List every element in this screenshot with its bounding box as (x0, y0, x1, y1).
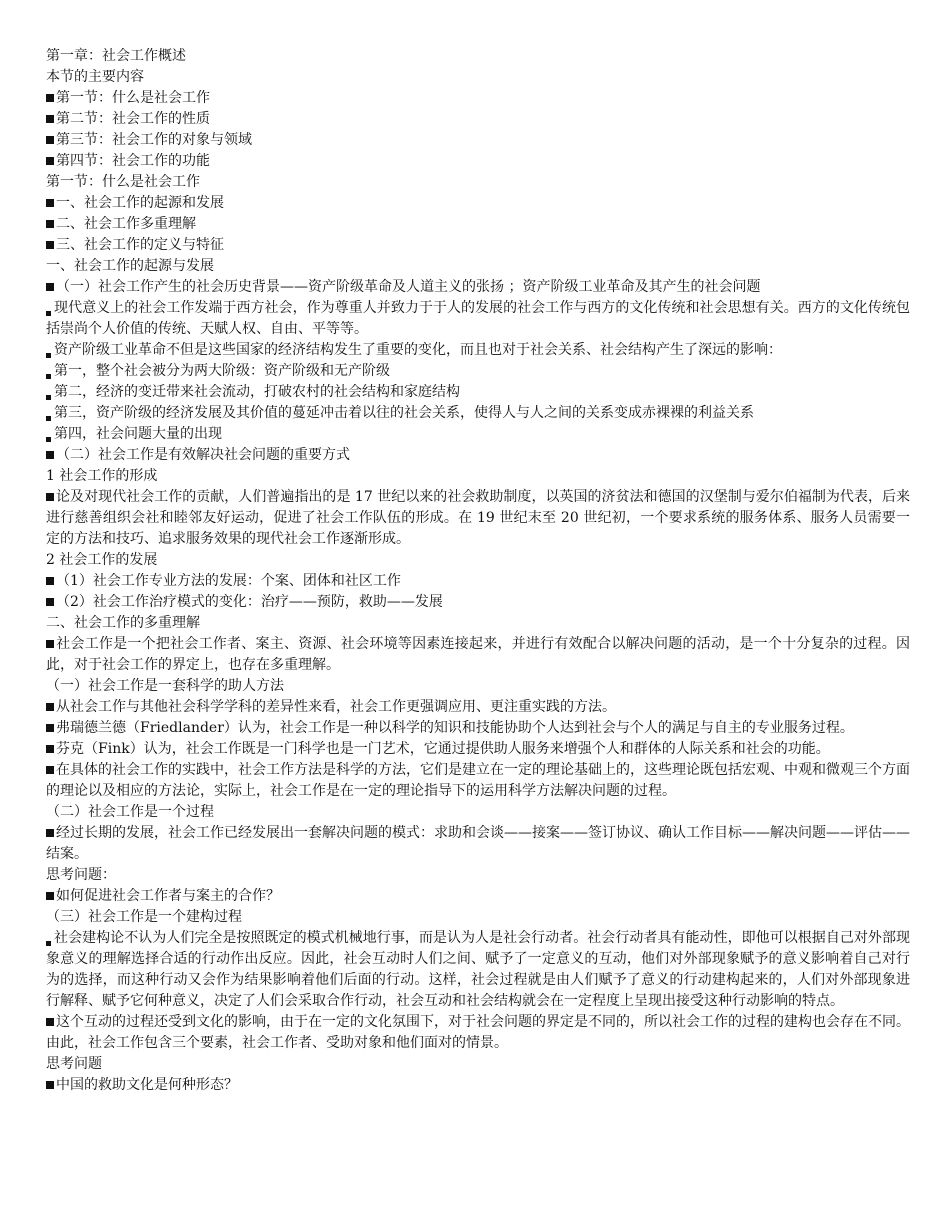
bullet-marker-icon (46, 745, 54, 753)
line-text: 思考问题 (46, 1056, 102, 1072)
bullet-marker-icon (46, 1018, 54, 1026)
bullet-item (46, 277, 910, 298)
line-text: （二）社会工作是有效解决社会问题的重要方式 (56, 447, 350, 463)
line-text: 弗瑞德兰德（Friedlander）认为，社会工作是一种以科学的知识和技能协助个人达到社会与个人的满足与自主的专业服务过程。 (56, 720, 854, 736)
bullet-item (46, 739, 910, 760)
bullet-marker-icon (46, 416, 51, 421)
bullet-marker-icon (46, 724, 54, 732)
bullet-item (46, 823, 910, 865)
bullet-item (46, 130, 910, 151)
line-text: 第四节：社会工作的功能 (56, 153, 210, 169)
bullet-item (46, 424, 910, 445)
bullet-marker-icon (46, 829, 54, 837)
bullet-marker-icon (46, 892, 54, 900)
line-text: 芬克（Fink）认为，社会工作既是一门科学也是一门艺术，它通过提供助人服务来增强个人和群体的人际关系和社会的功能。 (56, 741, 830, 757)
bullet-item (46, 403, 910, 424)
line-text: （一）社会工作产生的社会历史背景——资产阶级革命及人道主义的张扬 ；资产阶级工业革命及其产生的社会问题 (56, 279, 761, 295)
line-text: （2）社会工作治疗模式的变化：治疗——预防，救助——发展 (56, 594, 443, 610)
bullet-marker-icon (46, 94, 54, 102)
line-text: 本节的主要内容 (46, 69, 144, 85)
bullet-marker-icon (46, 451, 54, 459)
bullet-item (46, 340, 910, 361)
bullet-marker-icon (46, 283, 54, 291)
line-text: 第二，经济的变迁带来社会流动，打破农村的社会结构和家庭结构 (54, 384, 460, 400)
line-text: 这个互动的过程还受到文化的影响，由于在一定的文化氛围下，对于社会问题的界定是不同的，所以社会工作的过程的建构也会存在不同。由此，社会工作包含三个要素，社会工作者、受助对象和他们面对的情景。 (46, 1014, 910, 1051)
text-line (46, 676, 910, 697)
bullet-item (46, 1012, 910, 1054)
bullet-item (46, 697, 910, 718)
line-text: （二）社会工作是一个过程 (46, 804, 214, 820)
line-text: 思考问题： (46, 867, 116, 883)
line-text: 第一节：什么是社会工作 (56, 90, 210, 106)
bullet-item (46, 214, 910, 235)
bullet-marker-icon (46, 577, 54, 585)
line-text: 二、社会工作的多重理解 (46, 615, 200, 631)
text-line (46, 466, 910, 487)
line-text: 第一，整个社会被分为两大阶级：资产阶级和无产阶级 (54, 363, 390, 379)
bullet-marker-icon (46, 766, 54, 774)
line-text: 一、社会工作的起源与发展 (46, 258, 214, 274)
bullet-marker-icon (46, 598, 54, 606)
bullet-item (46, 151, 910, 172)
line-text: 资产阶级工业革命不但是这些国家的经济结构发生了重要的变化，而且也对于社会关系、社会结构产生了深远的影响： (54, 342, 782, 358)
bullet-marker-icon (46, 115, 54, 123)
line-text: 现代意义上的社会工作发端于西方社会，作为尊重人并致力于于人的发展的社会工作与西方的文化传统和社会思想有关。西方的文化传统包括崇尚个人价值的传统、天赋人权、自由、平等等。 (46, 300, 910, 337)
document-body (46, 46, 910, 1096)
bullet-item (46, 718, 910, 739)
bullet-item (46, 193, 910, 214)
bullet-item (46, 760, 910, 802)
text-line (46, 550, 910, 571)
bullet-item (46, 886, 910, 907)
line-text: 1 社会工作的形成 (46, 468, 158, 484)
bullet-item (46, 361, 910, 382)
bullet-marker-icon (46, 703, 54, 711)
bullet-marker-icon (46, 941, 51, 946)
bullet-marker-icon (46, 437, 51, 442)
bullet-item (46, 235, 910, 256)
bullet-marker-icon (46, 1081, 54, 1089)
line-text: 第三，资产阶级的经济发展及其价值的蔓延冲击着以往的社会关系，使得人与人之间的关系变成赤裸裸的利益关系 (54, 405, 754, 421)
text-line (46, 67, 910, 88)
bullet-item (46, 487, 910, 550)
line-text: 第二节：社会工作的性质 (56, 111, 210, 127)
bullet-item (46, 88, 910, 109)
line-text: 第三节：社会工作的对象与领域 (56, 132, 252, 148)
line-text: （1）社会工作专业方法的发展：个案、团体和社区工作 (56, 573, 401, 589)
line-text: 在具体的社会工作的实践中，社会工作方法是科学的方法，它们是建立在一定的理论基础上的，这些理论既包括宏观、中观和微观三个方面的理论以及相应的方法论，实际上，社会工作是在一定的理论指导下的运用科学方法解决问题的过程。 (46, 762, 910, 799)
line-text: 第四，社会问题大量的出现 (54, 426, 222, 442)
bullet-item (46, 634, 910, 676)
line-text: （一）社会工作是一套科学的助人方法 (46, 678, 284, 694)
bullet-marker-icon (46, 395, 51, 400)
text-line (46, 172, 910, 193)
bullet-item (46, 571, 910, 592)
bullet-marker-icon (46, 640, 54, 648)
bullet-item (46, 298, 910, 340)
line-text: 经过长期的发展，社会工作已经发展出一套解决问题的模式：求助和会谈——接案——签订协议、确认工作目标——解决问题——评估——结案。 (46, 825, 910, 862)
line-text: 如何促进社会工作者与案主的合作？ (56, 888, 280, 904)
bullet-marker-icon (46, 157, 54, 165)
line-text: 三、社会工作的定义与特征 (56, 237, 224, 253)
text-line (46, 865, 910, 886)
text-line (46, 907, 910, 928)
text-line (46, 802, 910, 823)
line-text: （三）社会工作是一个建构过程 (46, 909, 242, 925)
line-text: 从社会工作与其他社会科学学科的差异性来看，社会工作更强调应用、更注重实践的方法。 (56, 699, 616, 715)
bullet-marker-icon (46, 220, 54, 228)
line-text: 社会工作是一个把社会工作者、案主、资源、社会环境等因素连接起来，并进行有效配合以解决问题的活动，是一个十分复杂的过程。因此，对于社会工作的界定上，也存在多重理解。 (46, 636, 910, 673)
line-text: 中国的救助文化是何种形态？ (56, 1077, 238, 1093)
line-text: 论及对现代社会工作的贡献，人们普遍指出的是 17 世纪以来的社会救助制度，以英国的济贫法和德国的汉堡制与爱尔伯福制为代表，后来进行慈善组织会社和睦邻友好运动，促进了社会工作队伍的形成。在 19 世纪末至 20 世纪初，一个要求系统的服务体系、服务人员需要一定的方法和技巧、追求服务效果的现代社会工作逐渐形成。 (46, 489, 910, 547)
bullet-item (46, 1075, 910, 1096)
text-line (46, 1054, 910, 1075)
bullet-marker-icon (46, 493, 54, 501)
bullet-marker-icon (46, 311, 51, 316)
line-text: 社会建构论不认为人们完全是按照既定的模式机械地行事，而是认为人是社会行动者。社会行动者具有能动性，即他可以根据自己对外部现象意义的理解选择合适的行动作出反应。因此，社会互动时人们之间、赋予了一定意义的互动，他们对外部现象赋予的意义影响着自己对行为的选择，而这种行动又会作为结果影响着他们后面的行动。这样，社会过程就是由人们赋予了意义的行动建构起来的，人们对外部现象进行解释、赋予它何种意义，决定了人们会采取合作行动，社会互动和社会结构就会在一定程度上呈现出接受这种行动影响的特点。 (46, 930, 910, 1009)
line-text: 二、社会工作多重理解 (56, 216, 196, 232)
bullet-item (46, 445, 910, 466)
line-text: 第一节：什么是社会工作 (46, 174, 200, 190)
bullet-marker-icon (46, 374, 51, 379)
line-text: 第一章：社会工作概述 (46, 48, 186, 64)
line-text: 2 社会工作的发展 (46, 552, 158, 568)
bullet-item (46, 928, 910, 1012)
line-text: 一、社会工作的起源和发展 (56, 195, 224, 211)
bullet-item (46, 109, 910, 130)
bullet-marker-icon (46, 199, 54, 207)
bullet-item (46, 592, 910, 613)
text-line (46, 613, 910, 634)
bullet-marker-icon (46, 241, 54, 249)
bullet-marker-icon (46, 353, 51, 358)
text-line (46, 46, 910, 67)
bullet-item (46, 382, 910, 403)
bullet-marker-icon (46, 136, 54, 144)
text-line (46, 256, 910, 277)
